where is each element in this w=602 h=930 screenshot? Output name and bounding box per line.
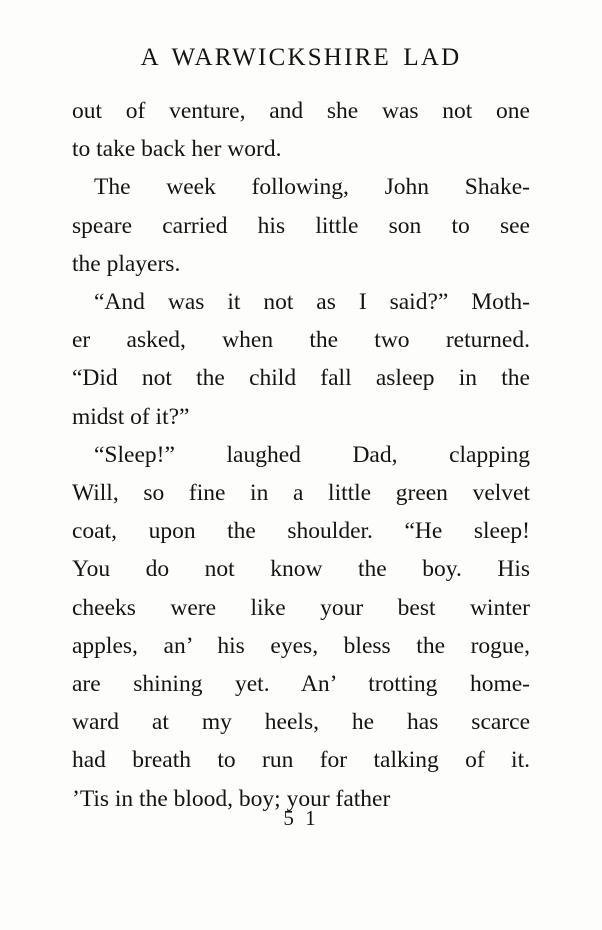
text-line bbox=[72, 283, 530, 321]
text-line: had breath to run for talking of it. bbox=[72, 747, 530, 774]
paragraph bbox=[72, 283, 530, 436]
body-text bbox=[72, 92, 530, 818]
text-line bbox=[72, 436, 530, 474]
text-line: coat, upon the shoulder. “He sleep! bbox=[72, 518, 530, 545]
paragraph bbox=[72, 168, 530, 283]
text-line: are shining yet. An’ trotting home- bbox=[72, 671, 530, 698]
text-line: speare carried his little son to see bbox=[72, 212, 530, 239]
text-line: apples, an’ his eyes, bless the rogue, bbox=[72, 632, 530, 659]
text-line: the players. bbox=[72, 250, 181, 277]
paragraph bbox=[72, 436, 530, 818]
text-line: cheeks were like your best winter bbox=[72, 594, 530, 621]
text-line: to take back her word. bbox=[72, 136, 282, 163]
page-number: 5 1 bbox=[283, 806, 319, 830]
text-line: “Did not the child fall asleep in the bbox=[72, 365, 530, 392]
text-line bbox=[72, 168, 530, 206]
running-head: A WARWICKSHIRE LAD bbox=[140, 44, 462, 71]
text-line-content: “And was it not as I said?” Moth- bbox=[94, 289, 530, 316]
text-line: ward at my heels, he has scarce bbox=[72, 709, 530, 736]
text-line-content: “Sleep!” laughed Dad, clapping bbox=[94, 441, 530, 468]
text-line: out of venture, and she was not one bbox=[72, 98, 530, 124]
paragraph bbox=[72, 92, 530, 168]
text-line: You do not know the boy. His bbox=[72, 556, 530, 583]
text-line: er asked, when the two returned. bbox=[72, 327, 530, 354]
text-line-content: The week following, John Shake- bbox=[94, 174, 530, 201]
text-line: ’Tis in the blood, boy; your father bbox=[72, 785, 391, 812]
text-line: Will, so fine in a little green velvet bbox=[72, 480, 530, 507]
text-line: midst of it?” bbox=[72, 403, 190, 430]
